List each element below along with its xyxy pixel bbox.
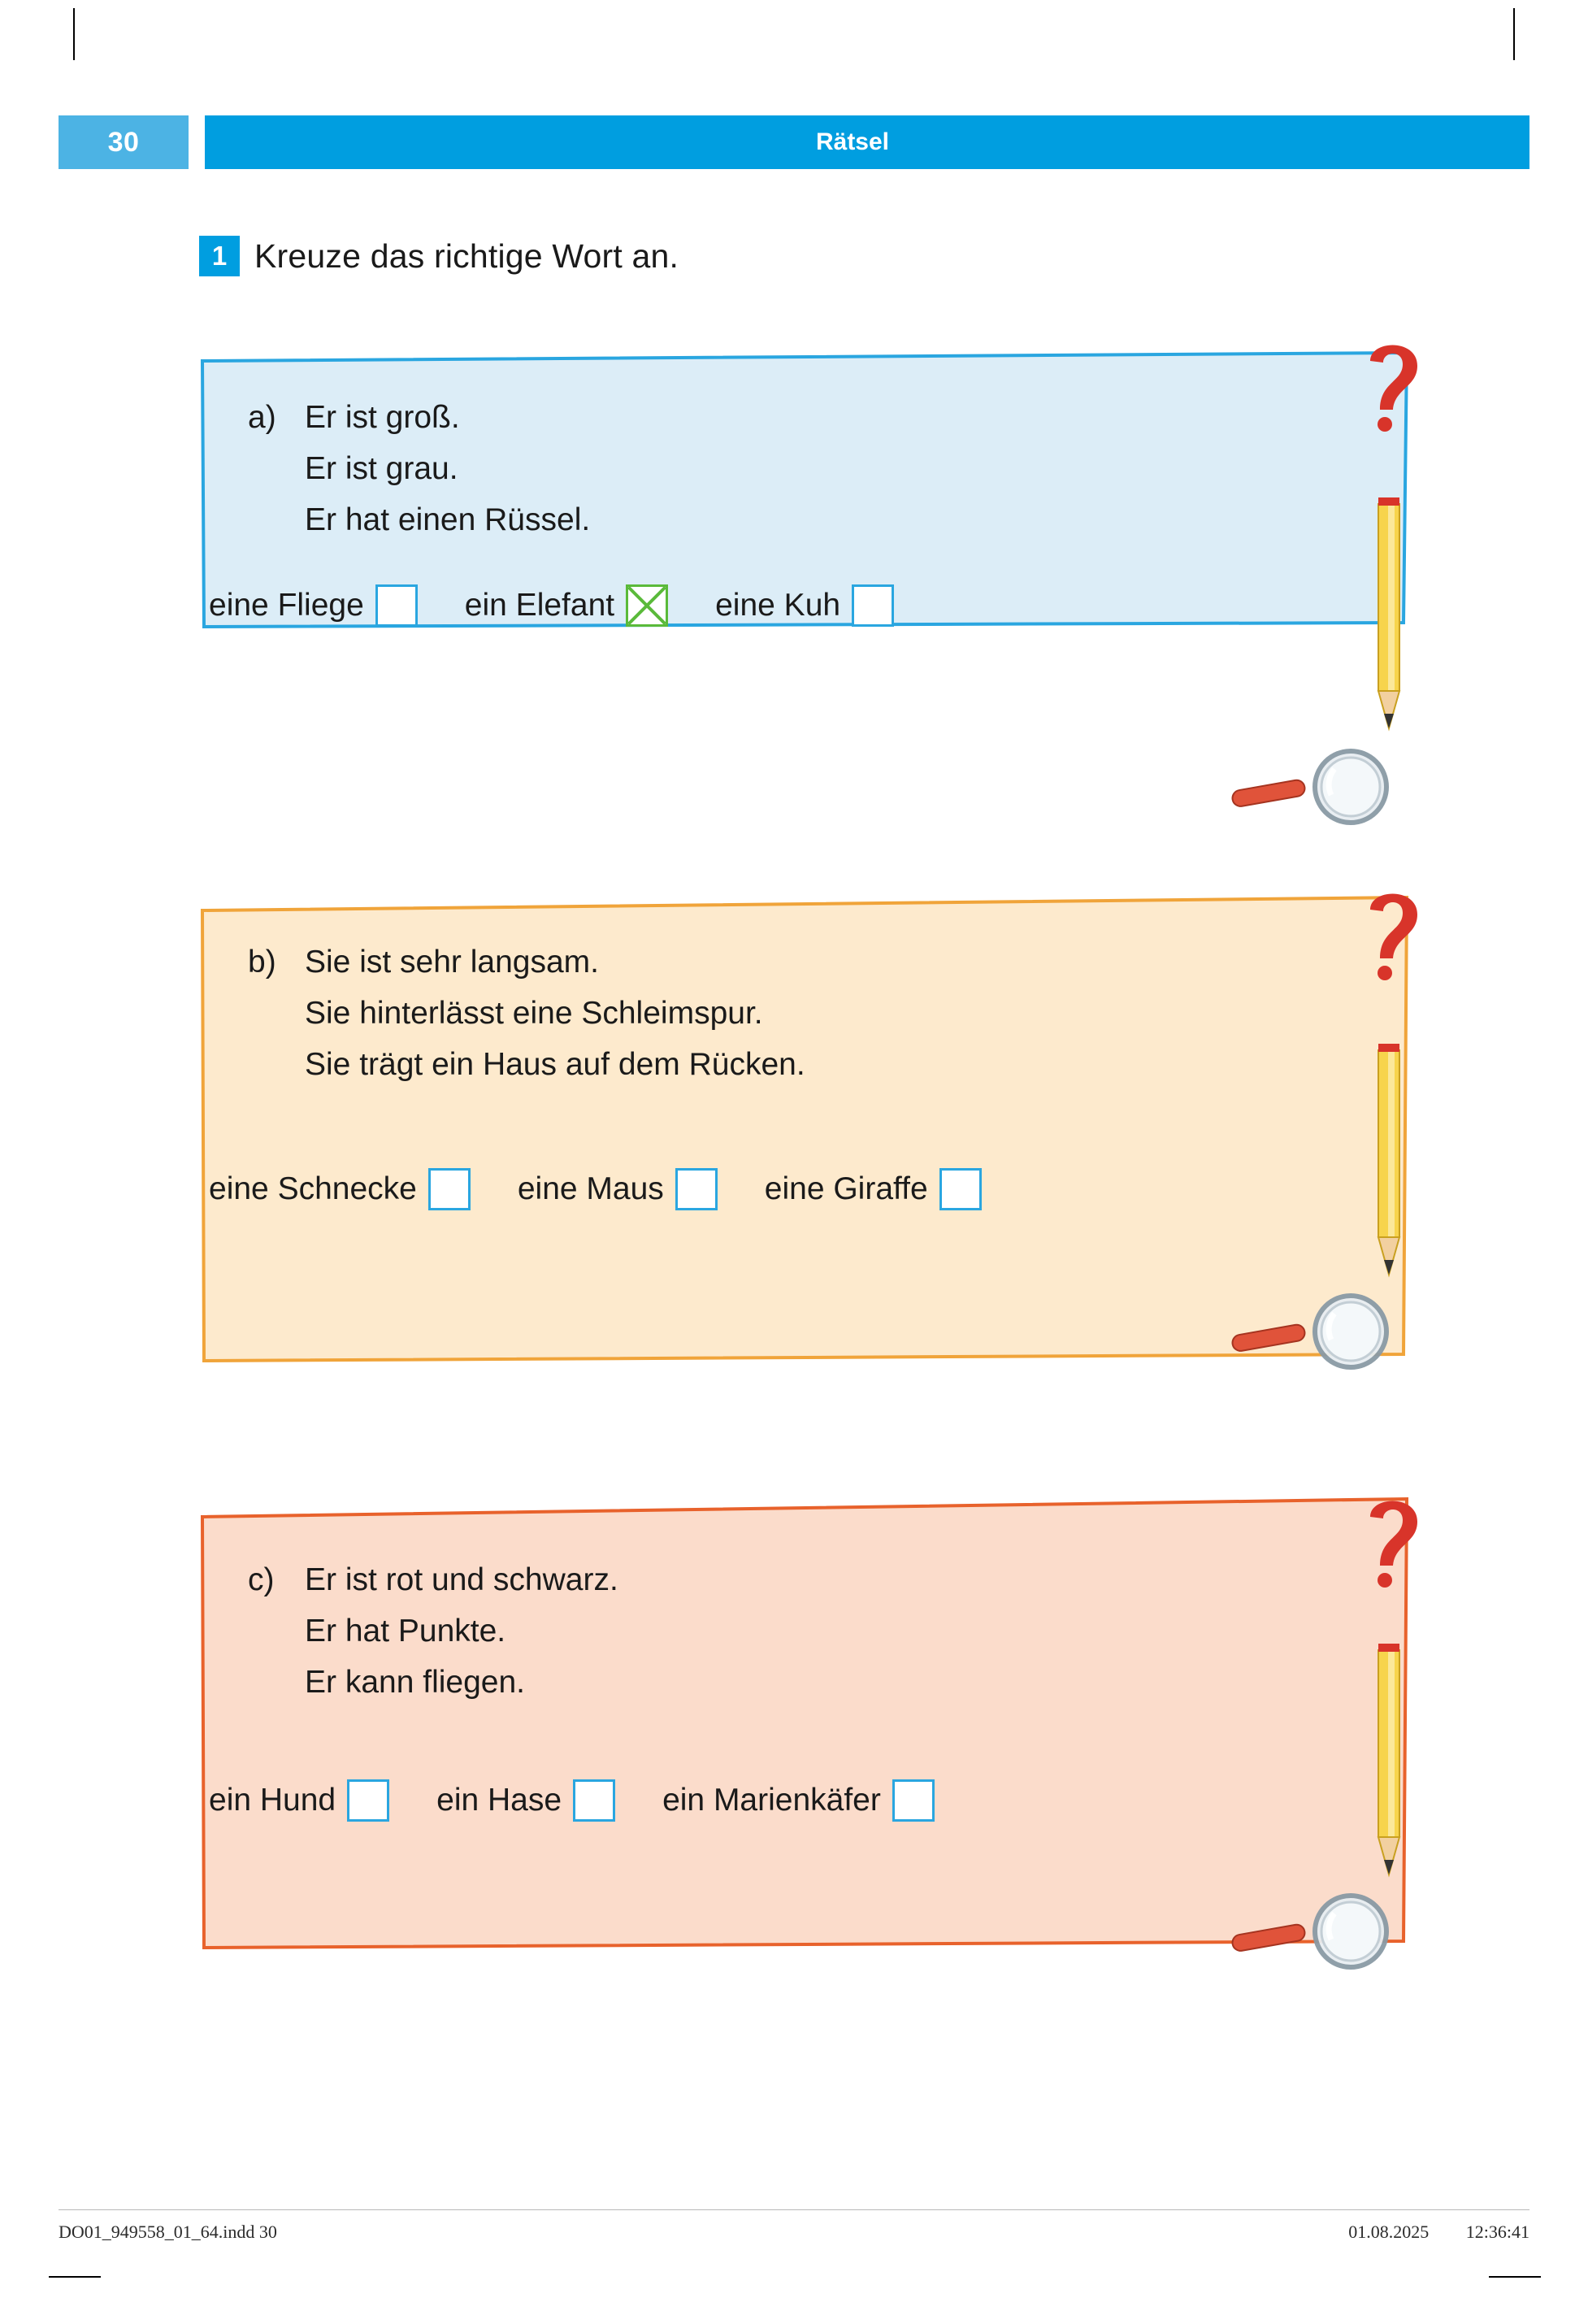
task-b-option-3-label: eine Giraffe bbox=[764, 1171, 928, 1206]
task-a-checkbox-3[interactable] bbox=[852, 584, 894, 627]
task-a-option-2[interactable] bbox=[465, 584, 668, 627]
task-panel-a bbox=[199, 350, 1410, 630]
task-c-checkbox-1[interactable] bbox=[347, 1779, 389, 1822]
exercise-instruction: Kreuze das richtige Wort an. bbox=[254, 237, 679, 275]
crop-mark-bottom-right bbox=[1489, 2276, 1541, 2278]
task-c-clue-2: Er hat Punkte. bbox=[305, 1614, 506, 1649]
exercise-number: 1 bbox=[199, 236, 240, 276]
task-a-option-3-label: eine Kuh bbox=[715, 588, 841, 623]
task-a-clue-1: Er ist groß. bbox=[305, 400, 460, 435]
task-a-checkbox-1[interactable] bbox=[375, 584, 418, 627]
task-c-clue-1-row bbox=[248, 1554, 1410, 1605]
task-b-clue-2: Sie hinterlässt eine Schleimspur. bbox=[305, 996, 763, 1031]
task-c-option-2[interactable] bbox=[436, 1779, 615, 1822]
task-a-label: a) bbox=[248, 400, 276, 435]
task-b-label: b) bbox=[248, 945, 276, 980]
task-c-checkbox-2[interactable] bbox=[573, 1779, 615, 1822]
task-c-checkbox-3[interactable] bbox=[892, 1779, 935, 1822]
task-b-options bbox=[209, 1168, 1410, 1210]
page-footer bbox=[59, 2209, 1529, 2243]
task-a-options bbox=[209, 584, 1410, 627]
magnifier-icon-a bbox=[1227, 748, 1406, 837]
task-c-clue-1: Er ist rot und schwarz. bbox=[305, 1562, 618, 1597]
task-c-option-1-label: ein Hund bbox=[209, 1783, 336, 1818]
task-b-checkbox-3[interactable] bbox=[939, 1168, 982, 1210]
task-b-option-2[interactable] bbox=[518, 1168, 718, 1210]
task-a-clue-1-row bbox=[248, 392, 1410, 443]
crop-mark-top-right bbox=[1513, 8, 1515, 60]
task-b-option-1-label: eine Schnecke bbox=[209, 1171, 417, 1206]
task-a-checkbox-2[interactable] bbox=[626, 584, 668, 627]
task-c-options bbox=[209, 1779, 1410, 1822]
footer-date: 01.08.2025 bbox=[1348, 2222, 1430, 2242]
page-title: Rätsel bbox=[815, 128, 890, 155]
task-b-checkbox-1[interactable] bbox=[428, 1168, 471, 1210]
task-c-clue-3: Er kann fliegen. bbox=[305, 1665, 526, 1700]
task-c-label: c) bbox=[248, 1562, 275, 1597]
task-b-checkbox-2[interactable] bbox=[675, 1168, 718, 1210]
task-c-option-3[interactable] bbox=[662, 1779, 935, 1822]
task-a-option-2-label: ein Elefant bbox=[464, 588, 615, 623]
crop-mark-top-left bbox=[73, 8, 75, 60]
task-b-clue-3: Sie trägt ein Haus auf dem Rücken. bbox=[305, 1047, 805, 1082]
task-a-option-3[interactable] bbox=[715, 584, 894, 627]
task-a-option-1-label: eine Fliege bbox=[209, 588, 364, 623]
task-b-option-2-label: eine Maus bbox=[517, 1171, 664, 1206]
task-b-clue-1: Sie ist sehr langsam. bbox=[305, 945, 599, 980]
task-c-option-2-label: ein Hase bbox=[436, 1783, 562, 1818]
footer-time: 12:36:41 bbox=[1465, 2222, 1529, 2242]
crop-mark-bottom-left bbox=[49, 2276, 101, 2278]
task-panel-b bbox=[199, 894, 1410, 1364]
footer-filename: DO01_949558_01_64.indd 30 bbox=[59, 2222, 277, 2242]
exercise-heading bbox=[199, 236, 679, 276]
task-a-clue-2: Er ist grau. bbox=[305, 451, 458, 486]
task-panel-c bbox=[199, 1496, 1410, 1951]
task-a-clue-3: Er hat einen Rüssel. bbox=[305, 502, 591, 537]
task-c-option-1[interactable] bbox=[209, 1779, 389, 1822]
task-b-option-1[interactable] bbox=[209, 1168, 471, 1210]
task-a-option-1[interactable] bbox=[209, 584, 418, 627]
page-header bbox=[59, 115, 1529, 169]
task-c-option-3-label: ein Marienkäfer bbox=[662, 1783, 881, 1818]
task-b-option-3[interactable] bbox=[765, 1168, 982, 1210]
header-bar bbox=[205, 115, 1529, 169]
task-b-clue-1-row bbox=[248, 936, 1410, 988]
footer-timestamp bbox=[1316, 2222, 1529, 2243]
page-number: 30 bbox=[59, 115, 189, 169]
